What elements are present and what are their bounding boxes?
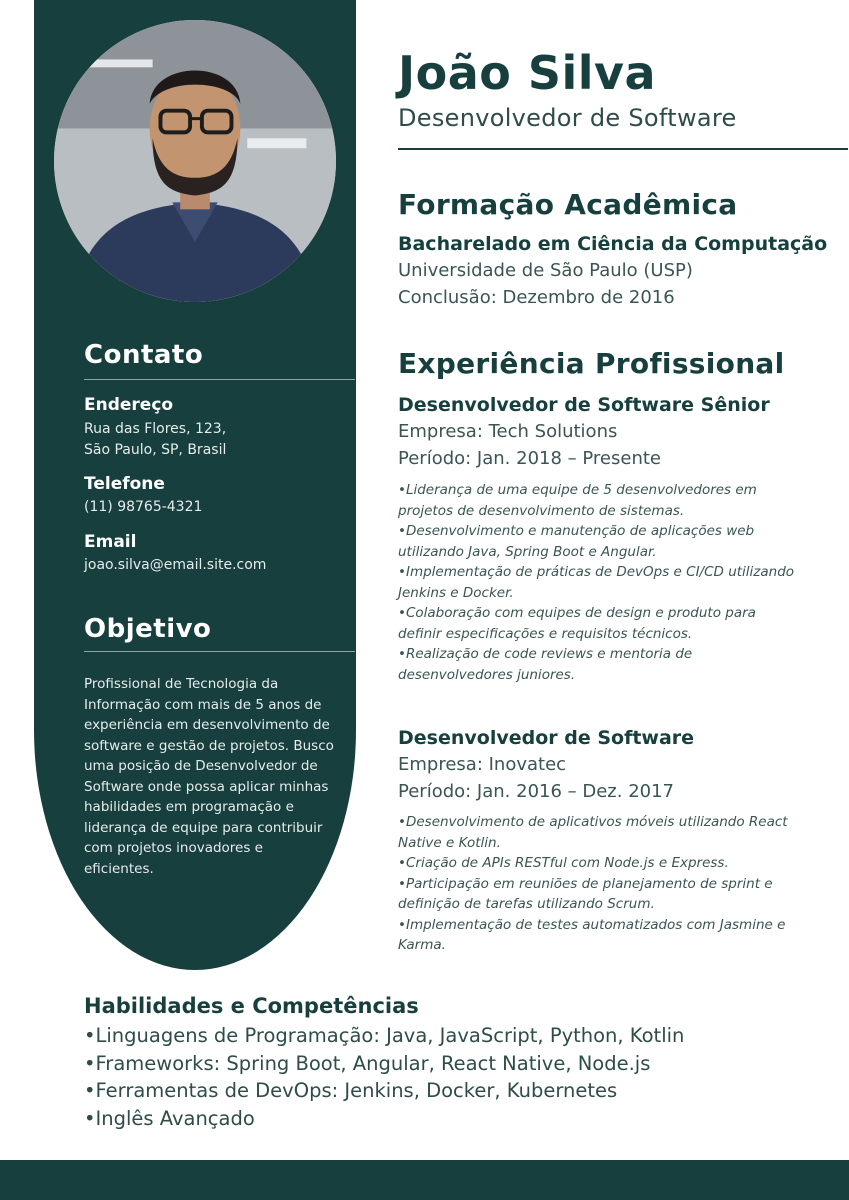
job-bullet: •Colaboração com equipes de design e produto para definir especificações e requisitos técnicos.	[398, 605, 756, 642]
education-school: Universidade de São Paulo (USP)	[398, 260, 693, 281]
job-bullets	[398, 480, 798, 685]
experience-heading: Experiência Profissional	[398, 347, 785, 380]
skills-heading: Habilidades e Competências	[84, 994, 419, 1018]
job-company: Empresa: Tech Solutions	[398, 421, 618, 442]
education-degree: Bacharelado em Ciência da Computação	[398, 233, 828, 255]
contact-divider	[84, 379, 355, 380]
job-company: Empresa: Inovatec	[398, 754, 567, 775]
profile-photo	[52, 18, 338, 304]
objective-heading: Objetivo	[84, 614, 212, 644]
job-bullets	[398, 812, 798, 956]
job-bullet: •Participação em reuniões de planejamento de sprint e definição de tarefas utilizando Scrum.	[398, 875, 773, 912]
job-bullet: •Desenvolvimento de aplicativos móveis utilizando React Native e Kotlin.	[398, 814, 788, 851]
job-bullet: •Liderança de uma equipe de 5 desenvolvedores em projetos de desenvolvimento de sistemas.	[398, 482, 757, 519]
skill-item: •Linguagens de Programação: Java, JavaScript, Python, Kotlin	[84, 1024, 685, 1047]
job-title: Desenvolvedor de Software	[398, 727, 695, 749]
job-bullet: •Desenvolvimento e manutenção de aplicações web utilizando Java, Spring Boot e Angular.	[398, 523, 755, 560]
skill-item: •Inglês Avançado	[84, 1106, 255, 1130]
candidate-role: Desenvolvedor de Software	[398, 104, 737, 132]
job-bullet: •Implementação de práticas de DevOps e CI/CD utilizando Jenkins e Docker.	[398, 564, 795, 601]
education-completion: Conclusão: Dezembro de 2016	[398, 287, 675, 308]
job-title: Desenvolvedor de Software Sênior	[398, 394, 770, 416]
email-value: joao.silva@email.site.com	[84, 557, 267, 573]
education-heading: Formação Acadêmica	[398, 188, 738, 221]
footer-bar	[0, 1160, 849, 1200]
objective-divider	[84, 651, 355, 652]
objective-text: Profissional de Tecnologia da Informação com mais de 5 anos de experiência em desenvolvimento de software e gestão de projetos. Busco uma posição de Desenvolvedor de Software onde possa aplicar minhas habilidades em programação e liderança de equipe para contribuir com projetos inovadores e eficientes.	[84, 676, 334, 877]
phone-value: (11) 98765-4321	[84, 499, 203, 515]
contact-heading: Contato	[84, 340, 204, 370]
skill-item: •Ferramentas de DevOps: Jenkins, Docker, Kubernetes	[84, 1079, 618, 1102]
job-period: Período: Jan. 2018 – Presente	[398, 448, 661, 469]
job-period: Período: Jan. 2016 – Dez. 2017	[398, 781, 675, 802]
skills-list	[84, 1022, 684, 1132]
job-bullet: •Implementação de testes automatizados com Jasmine e Karma.	[398, 916, 786, 953]
candidate-name: João Silva	[398, 46, 657, 100]
header-divider	[398, 148, 848, 150]
job-bullet: •Criação de APIs RESTful com Node.js e Express.	[398, 855, 729, 871]
job-bullet: •Realização de code reviews e mentoria de desenvolvedores juniores.	[398, 646, 693, 683]
email-label: Email	[84, 532, 137, 552]
skill-item: •Frameworks: Spring Boot, Angular, React Native, Node.js	[84, 1051, 651, 1075]
address-label: Endereço	[84, 395, 174, 415]
address-value: Rua das Flores, 123, São Paulo, SP, Brasil	[84, 421, 227, 458]
phone-label: Telefone	[84, 474, 165, 494]
